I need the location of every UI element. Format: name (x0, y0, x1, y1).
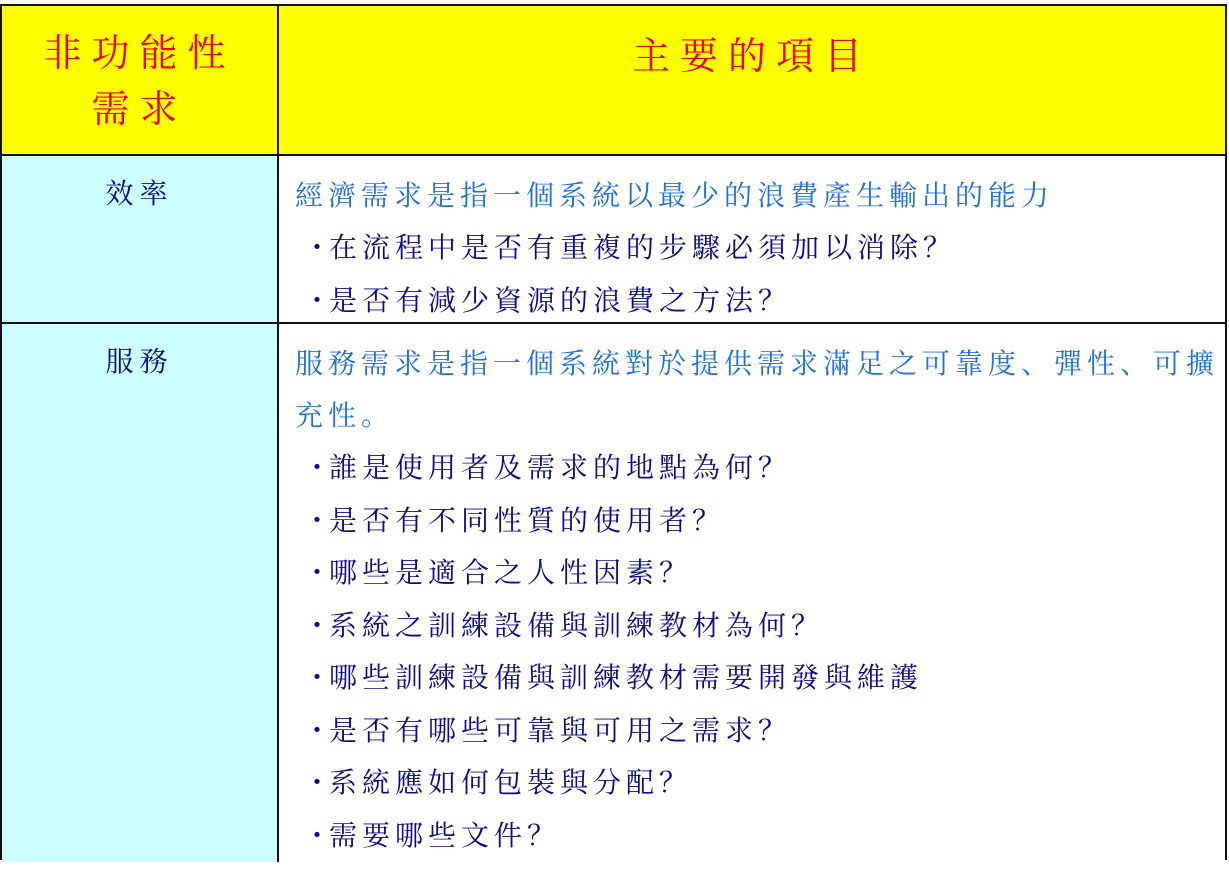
list-item (295, 600, 1225, 653)
list-item-text: 需要哪些文件？ (329, 818, 561, 852)
row-content-efficiency (279, 156, 1225, 324)
bullet-icon: ・ (303, 818, 332, 852)
list-item (295, 547, 1225, 600)
bullet-icon: ・ (303, 556, 332, 589)
row-label-text: 效率 (105, 177, 174, 210)
bullet-icon: ・ (303, 713, 332, 747)
bullet-icon: ・ (303, 766, 332, 799)
row-label-service (2, 324, 279, 862)
list-item (295, 757, 1225, 810)
bullet-icon: ・ (303, 231, 332, 264)
list-item-text: 哪些訓練設備與訓練教材需要開發與維護 (329, 661, 924, 694)
row-label-text: 服務 (105, 345, 174, 378)
list-item (295, 222, 1225, 275)
list-item (295, 705, 1225, 758)
bullet-icon: ・ (303, 608, 332, 642)
item-list (295, 442, 1225, 862)
list-item-text: 是否有哪些可靠與可用之需求？ (329, 713, 792, 747)
item-list (295, 222, 1225, 327)
bullet-icon: ・ (303, 451, 332, 484)
bullet-icon: ・ (303, 283, 332, 317)
row-label-efficiency (2, 156, 279, 324)
list-item (295, 652, 1225, 705)
list-item-text: 系統之訓練設備與訓練教材為何？ (329, 608, 825, 642)
list-item (295, 442, 1225, 495)
list-item (295, 275, 1225, 328)
header-category-line2: 需求 (91, 87, 188, 131)
list-item-text: 系統應如何包裝與分配？ (329, 766, 693, 799)
list-item-text: 是否有減少資源的浪費之方法？ (329, 283, 792, 317)
list-item (295, 810, 1225, 863)
header-items-title: 主要的項目 (631, 34, 872, 78)
row-content-service (279, 324, 1225, 862)
row-description: 經濟需求是指一個系統以最少的浪費產生輸出的能力 (295, 179, 1055, 212)
list-item (295, 495, 1225, 548)
list-item-text: 是否有不同性質的使用者？ (329, 503, 726, 537)
bullet-icon: ・ (303, 661, 332, 694)
requirements-table (0, 4, 1227, 860)
list-item-text: 誰是使用者及需求的地點為何？ (329, 451, 792, 484)
row-description: 服務需求是指一個系統對於提供需求滿足之可靠度、彈性、可擴充性。 (295, 347, 1220, 432)
header-cell-category (2, 6, 279, 156)
bullet-icon: ・ (303, 503, 332, 537)
header-category-line1: 非功能性 (43, 31, 236, 75)
list-item-text: 在流程中是否有重複的步驟必須加以消除？ (329, 231, 957, 264)
header-cell-items (279, 6, 1225, 156)
list-item-text: 哪些是適合之人性因素？ (329, 556, 693, 589)
